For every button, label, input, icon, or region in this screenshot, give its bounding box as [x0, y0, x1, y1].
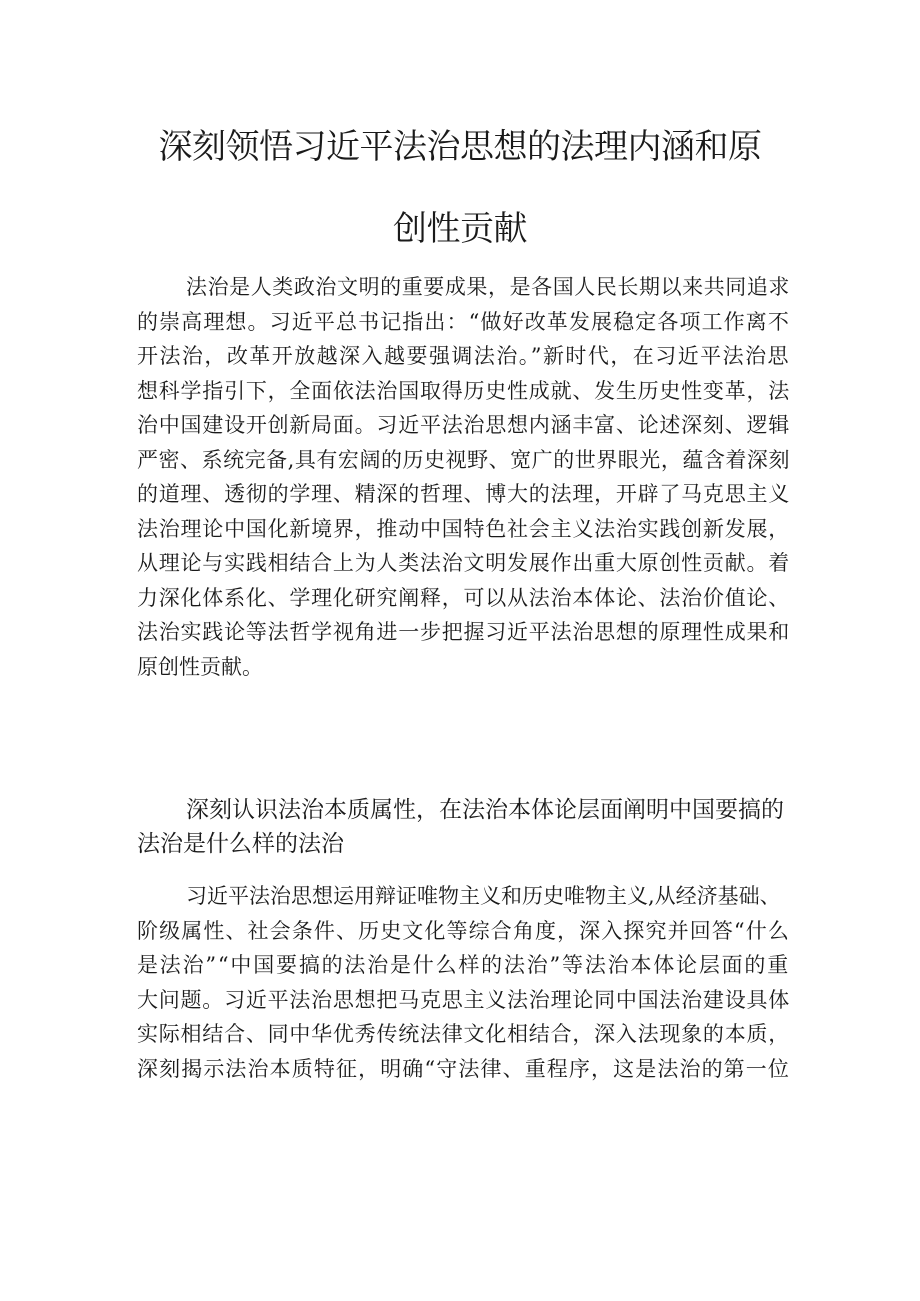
paragraph-line: 大问题。习近平法治思想把马克思主义法治理论同中国法治建设具体 — [137, 987, 790, 1012]
paragraph-line: 法治理论中国化新境界，推动中国特色社会主义法治实践创新发展， — [137, 516, 790, 541]
paragraph-line: 开法治，改革开放越深入越要强调法治。”新时代，在习近平法治思 — [137, 344, 790, 368]
paragraph-line: 是法治”“中国要搞的法治是什么样的法治”等法治本体论层面的重 — [137, 953, 790, 977]
paragraph-line: 实际相结合、同中华优秀传统法律文化相结合，深入法现象的本质， — [137, 1022, 790, 1046]
paragraph-line: 想科学指引下，全面依法治国取得历史性成就、发生历史性变革，法 — [137, 378, 790, 403]
paragraph-line: 原创性贡献。 — [137, 654, 263, 679]
paragraph-line: 阶级属性、社会条件、历史文化等综合角度，深入探究并回答“什么 — [137, 918, 790, 943]
document-title-line-2: 创性贡献 — [393, 209, 527, 249]
document-title-line-1: 深刻领悟习近平法治思想的法理内涵和原 — [158, 127, 762, 167]
paragraph-line: 法治实践论等法哲学视角进一步把握习近平法治思想的原理性成果和 — [137, 620, 790, 644]
paragraph-line: 严密、系统完备,具有宏阔的历史视野、宽广的世界眼光，蕴含着深刻 — [137, 447, 790, 472]
paragraph-line: 习近平法治思想运用辩证唯物主义和历史唯物主义,从经济基础、 — [186, 884, 781, 908]
paragraph-line: 的道理、透彻的学理、精深的哲理、博大的法理，开辟了马克思主义 — [137, 482, 790, 506]
paragraph-line: 力深化体系化、学理化研究阐释，可以从法治本体论、法治价值论、 — [137, 585, 790, 610]
heading-line: 法治是什么样的法治 — [137, 830, 344, 857]
paragraph-line: 的崇高理想。习近平总书记指出：“做好改革发展稳定各项工作离不 — [137, 309, 790, 334]
paragraph-line: 法治是人类政治文明的重要成果，是各国人民长期以来共同追求 — [186, 275, 790, 299]
paragraph-line: 深刻揭示法治本质特征，明确“守法律、重程序，这是法治的第一位 — [137, 1056, 790, 1081]
paragraph-line: 从理论与实践相结合上为人类法治文明发展作出重大原创性贡献。着 — [137, 551, 790, 575]
heading-line: 深刻认识法治本质属性，在法治本体论层面阐明中国要搞的 — [186, 797, 784, 823]
paragraph-line: 治中国建设开创新局面。习近平法治思想内涵丰富、论述深刻、逻辑 — [137, 413, 790, 437]
